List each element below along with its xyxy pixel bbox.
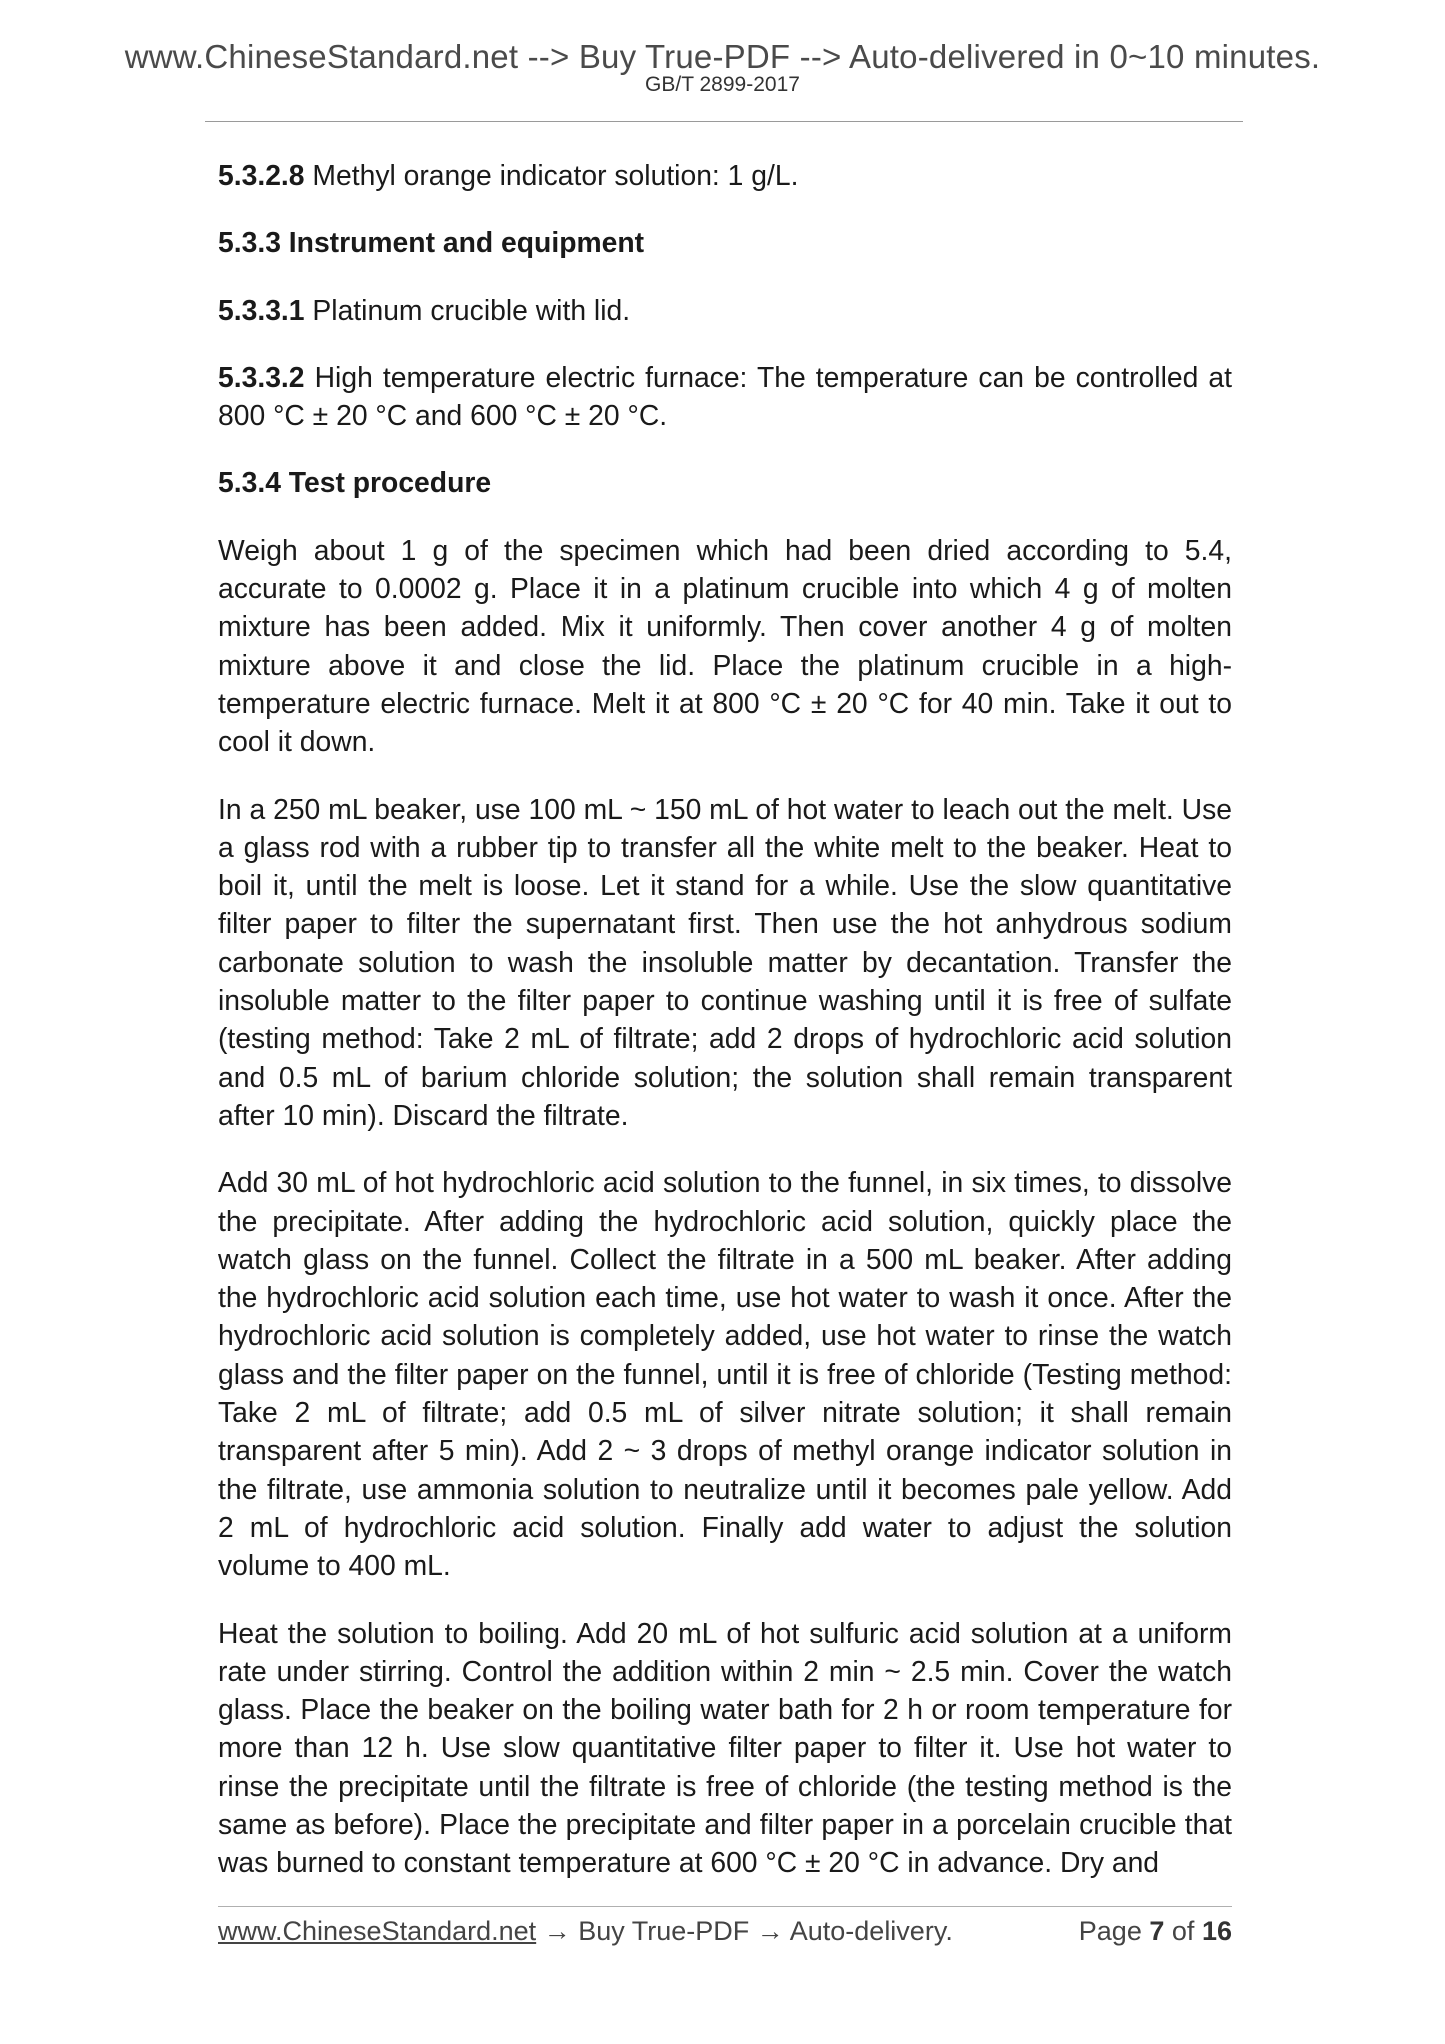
page-number: 7 bbox=[1149, 1916, 1165, 1946]
clause-number: 5.3.3.1 bbox=[218, 293, 305, 326]
clause-5-3-3-1 bbox=[218, 291, 1232, 329]
document-body bbox=[218, 156, 1232, 1911]
section-heading-procedure: 5.3.4 Test procedure bbox=[218, 466, 492, 499]
header-banner: www.ChineseStandard.net --> Buy True-PDF --> Auto-delivered in 0~10 minutes. bbox=[124, 38, 1321, 75]
procedure-paragraph-3: Add 30 mL of hot hydrochloric acid solution to the funnel, in six times, to dissolve the precipitate. After adding the hydrochloric acid solution, quickly place the watch glass on the funnel. Collect the filtrate in a 500 mL beaker. After adding the hydrochloric acid solution each time, use hot water to wash it once. After the hydrochloric acid solution is completely added, use hot water to rinse the watch glass and the filter paper on the funnel, until it is free of chloride (Testing method: Take 2 mL of filtrate; add 0.5 mL of silver nitrate solution; it shall remain transparent after 5 min). Add 2 ~ 3 drops of methyl orange indicator solution in the filtrate, use ammonia solution to neutralize until it becomes pale yellow. Add 2 mL of hydrochloric acid solution. Finally add water to adjust the solution volume to 400 mL. bbox=[218, 1166, 1232, 1582]
footer-tagline: → Buy True-PDF → Auto-delivery. bbox=[536, 1916, 953, 1946]
clause-text: Platinum crucible with lid. bbox=[304, 293, 631, 326]
procedure-paragraph-4: Heat the solution to boiling. Add 20 mL of hot sulfuric acid solution at a uniform rate under stirring. Control the addition within 2 min ~ 2.5 min. Cover the watch glass. Place the beaker on the boiling water bath for 2 h or room temperature for more than 12 h. Use slow quantitative filter paper to filter it. Use hot water to rinse the precipitate until the filtrate is free of chloride (the testing method is the same as before). Place the precipitate and filter paper in a porcelain crucible that was burned to constant temperature at 600 °C ± 20 °C in advance. Dry and bbox=[218, 1616, 1232, 1879]
clause-number: 5.3.2.8 bbox=[218, 159, 305, 191]
procedure-paragraph-2: In a 250 mL beaker, use 100 mL ~ 150 mL of hot water to leach out the melt. Use a glass rod with a rubber tip to transfer all the white melt to the beaker. Heat to boil it, until the melt is loose. Let it stand for a while. Use the slow quantitative filter paper to filter the supernatant first. Then use the hot anhydrous sodium carbonate solution to wash the insoluble matter by decantation. Transfer the insoluble matter to the filter paper to continue washing until it is free of sulfate (testing method: Take 2 mL of filtrate; add 2 drops of hydrochloric acid solution and 0.5 mL of barium chloride solution; the solution shall remain transparent after 10 min). Discard the filtrate. bbox=[218, 792, 1232, 1131]
of-label: of bbox=[1171, 1916, 1195, 1946]
page-indicator bbox=[1079, 1916, 1232, 1947]
clause-5-3-2-8 bbox=[218, 156, 1232, 194]
clause-text: Methyl orange indicator solution: 1 g/L. bbox=[304, 159, 799, 191]
clause-text: High temperature electric furnace: The temperature can be controlled at 800 °C ± 20 °C and 600 °C ± 20 °C. bbox=[218, 360, 1232, 432]
clause-number: 5.3.3.2 bbox=[218, 360, 305, 393]
total-pages: 16 bbox=[1201, 1916, 1232, 1946]
header-divider bbox=[205, 121, 1243, 122]
footer-link-group bbox=[218, 1916, 953, 1947]
procedure-paragraph-1: Weigh about 1 g of the specimen which had been dried according to 5.4, accurate to 0.0002 g. Place it in a platinum crucible into which 4 g of molten mixture has been added. Mix it uniformly. Then cover another 4 g of molten mixture above it and close the lid. Place the platinum crucible in a high-temperature electric furnace. Melt it at 800 °C ± 20 °C for 40 min. Take it out to cool it down. bbox=[218, 533, 1232, 758]
clause-5-3-3-2 bbox=[218, 358, 1232, 435]
page-footer bbox=[218, 1916, 1232, 1952]
page-label: Page bbox=[1078, 1916, 1142, 1946]
standard-number: GB/T 2899-2017 bbox=[645, 73, 800, 96]
footer-divider bbox=[218, 1906, 1232, 1907]
section-heading-instrument: 5.3.3 Instrument and equipment bbox=[218, 226, 645, 259]
footer-site-link[interactable]: www.ChineseStandard.net bbox=[218, 1916, 537, 1946]
